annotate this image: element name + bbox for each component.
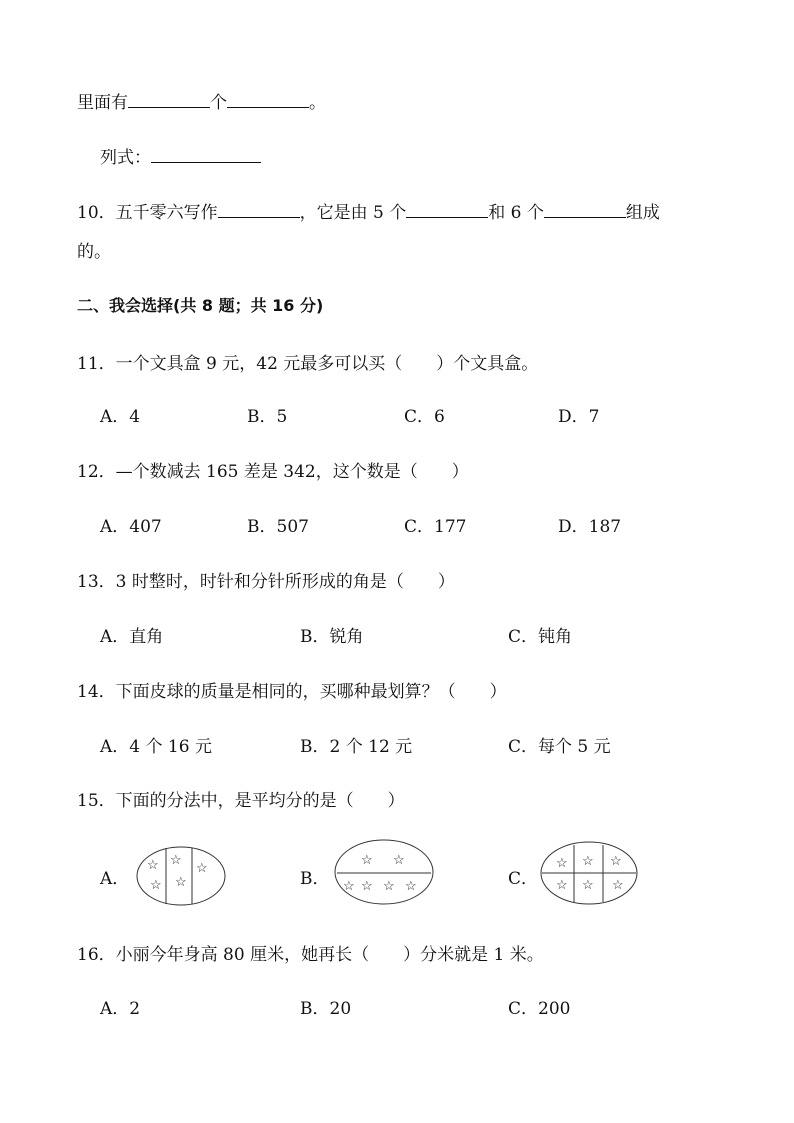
q15-option-c-figure xyxy=(540,840,638,906)
q12-stem-b: ） xyxy=(451,462,469,482)
option-letter: C． xyxy=(508,627,539,647)
option-text: 507 xyxy=(276,517,309,537)
star-icon: ☆ xyxy=(196,861,208,876)
q9-formula-line xyxy=(100,143,261,168)
q9-blank-1[interactable] xyxy=(128,91,210,108)
option-letter: B． xyxy=(247,407,277,427)
q9-prefix: 里面有 xyxy=(77,93,128,113)
star-icon: ☆ xyxy=(582,878,594,893)
option-letter: D． xyxy=(558,517,589,537)
q16-option-c[interactable] xyxy=(508,994,570,1019)
option-letter: C． xyxy=(508,737,539,757)
option-letter: C． xyxy=(508,999,539,1019)
q10-text-c: 和 6 个 xyxy=(488,203,544,223)
q15-stem-a: 15．下面的分法中，是平均分的是（ xyxy=(77,791,354,811)
option-letter: B． xyxy=(300,869,330,889)
q15-option-b-figure xyxy=(334,838,434,906)
star-icon: ☆ xyxy=(612,878,624,893)
option-text: 4 xyxy=(129,407,141,427)
option-letter: A． xyxy=(100,869,130,889)
option-text: 177 xyxy=(434,517,467,537)
q10-text-d: 组成 xyxy=(625,203,660,223)
q13-option-b[interactable] xyxy=(300,622,364,647)
q14-option-c[interactable] xyxy=(508,732,611,757)
option-text: 6 xyxy=(434,407,445,427)
star-icon: ☆ xyxy=(383,879,395,894)
q16-stem xyxy=(77,940,544,965)
option-letter: B． xyxy=(247,517,277,537)
q12-option-c[interactable] xyxy=(404,512,466,537)
q13-stem xyxy=(77,567,455,592)
q10-blank-3[interactable] xyxy=(544,201,626,218)
option-letter: A． xyxy=(100,517,130,537)
option-text: 每个 5 元 xyxy=(538,737,611,757)
option-letter: A． xyxy=(100,737,130,757)
star-icon: ☆ xyxy=(343,879,355,894)
q10-text-b: ，它是由 5 个 xyxy=(299,203,407,223)
q15-option-a-figure xyxy=(136,845,226,907)
star-icon: ☆ xyxy=(393,853,405,868)
q16-option-a[interactable] xyxy=(100,994,140,1019)
q12-option-b[interactable] xyxy=(247,512,309,537)
q9-end: 。 xyxy=(309,93,326,113)
q16-option-b[interactable] xyxy=(300,994,351,1019)
section-2-heading: 二、我会选择(共 8 题；共 16 分) xyxy=(77,296,324,315)
star-icon: ☆ xyxy=(150,878,162,893)
q13-option-c[interactable] xyxy=(508,622,572,647)
q11-option-b[interactable] xyxy=(247,402,287,427)
q10-line-2: 的。 xyxy=(77,242,111,262)
q11-stem-a: 11．一个文具盒 9 元，42 元最多可以买（ xyxy=(77,354,403,374)
q13-option-a[interactable] xyxy=(100,622,163,647)
q14-stem xyxy=(77,677,507,702)
q15-option-b[interactable] xyxy=(300,864,330,889)
q15-stem xyxy=(77,786,405,811)
option-letter: B． xyxy=(300,737,330,757)
q13-stem-b: ） xyxy=(437,572,455,592)
star-icon: ☆ xyxy=(147,858,159,873)
star-icon: ☆ xyxy=(175,875,187,890)
q9-formula-blank[interactable] xyxy=(151,146,261,163)
q9-blank-2[interactable] xyxy=(227,91,309,108)
q11-option-d[interactable] xyxy=(558,402,599,427)
q9-formula-label: 列式： xyxy=(100,148,151,168)
option-text: 钝角 xyxy=(538,627,573,647)
option-letter: D． xyxy=(558,407,589,427)
q11-option-a[interactable] xyxy=(100,402,140,427)
star-icon: ☆ xyxy=(610,854,622,869)
q13-stem-a: 13．3 时整时，时针和分针所形成的角是（ xyxy=(77,572,404,592)
q11-stem xyxy=(77,349,538,374)
q14-stem-b: ） xyxy=(489,682,507,702)
star-icon: ☆ xyxy=(556,856,568,871)
q14-option-a[interactable] xyxy=(100,732,212,757)
q15-option-c[interactable] xyxy=(508,864,538,889)
option-letter: C． xyxy=(404,517,435,537)
option-letter: C． xyxy=(508,869,539,889)
q12-option-a[interactable] xyxy=(100,512,162,537)
option-text: 5 xyxy=(276,407,288,427)
option-letter: B． xyxy=(300,627,330,647)
q16-stem-a: 16．小丽今年身高 80 厘米，她再长（ xyxy=(77,945,370,965)
q12-stem xyxy=(77,457,469,482)
star-icon: ☆ xyxy=(556,878,568,893)
option-letter: B． xyxy=(300,999,330,1019)
option-text: 187 xyxy=(588,517,622,537)
q11-option-c[interactable] xyxy=(404,402,445,427)
star-icon: ☆ xyxy=(405,879,417,894)
q15-option-a[interactable] xyxy=(100,864,129,889)
q9-answer-line xyxy=(77,88,326,113)
star-icon: ☆ xyxy=(361,853,373,868)
option-letter: C． xyxy=(404,407,435,427)
option-letter: A． xyxy=(100,407,130,427)
option-text: 2 xyxy=(129,999,141,1019)
star-icon: ☆ xyxy=(170,853,182,868)
q10-text-a: 10．五千零六写作 xyxy=(77,203,218,223)
option-text: 锐角 xyxy=(329,627,364,647)
q12-option-d[interactable] xyxy=(558,512,621,537)
option-letter: A． xyxy=(100,999,130,1019)
option-text: 200 xyxy=(538,999,571,1019)
q9-mid: 个 xyxy=(210,93,227,113)
star-icon: ☆ xyxy=(582,854,594,869)
option-text: 407 xyxy=(129,517,162,537)
q14-option-b[interactable] xyxy=(300,732,412,757)
option-text: 直角 xyxy=(129,627,164,647)
q10-blank-1[interactable] xyxy=(218,201,300,218)
q10-blank-2[interactable] xyxy=(406,201,488,218)
q11-stem-b: ）个文具盒。 xyxy=(436,354,539,374)
option-letter: A． xyxy=(100,627,130,647)
q10-line-1 xyxy=(77,198,660,223)
star-icon: ☆ xyxy=(361,879,373,894)
q15-stem-b: ） xyxy=(387,791,405,811)
option-text: 7 xyxy=(588,407,600,427)
q14-stem-a: 14．下面皮球的质量是相同的，买哪种最划算？（ xyxy=(77,682,456,702)
option-text: 2 个 12 元 xyxy=(329,737,413,757)
q16-stem-b: ）分米就是 1 米。 xyxy=(403,945,544,965)
option-text: 4 个 16 元 xyxy=(129,737,212,757)
option-text: 20 xyxy=(329,999,352,1019)
q12-stem-a: 12．—个数减去 165 差是 342，这个数是（ xyxy=(77,462,418,482)
